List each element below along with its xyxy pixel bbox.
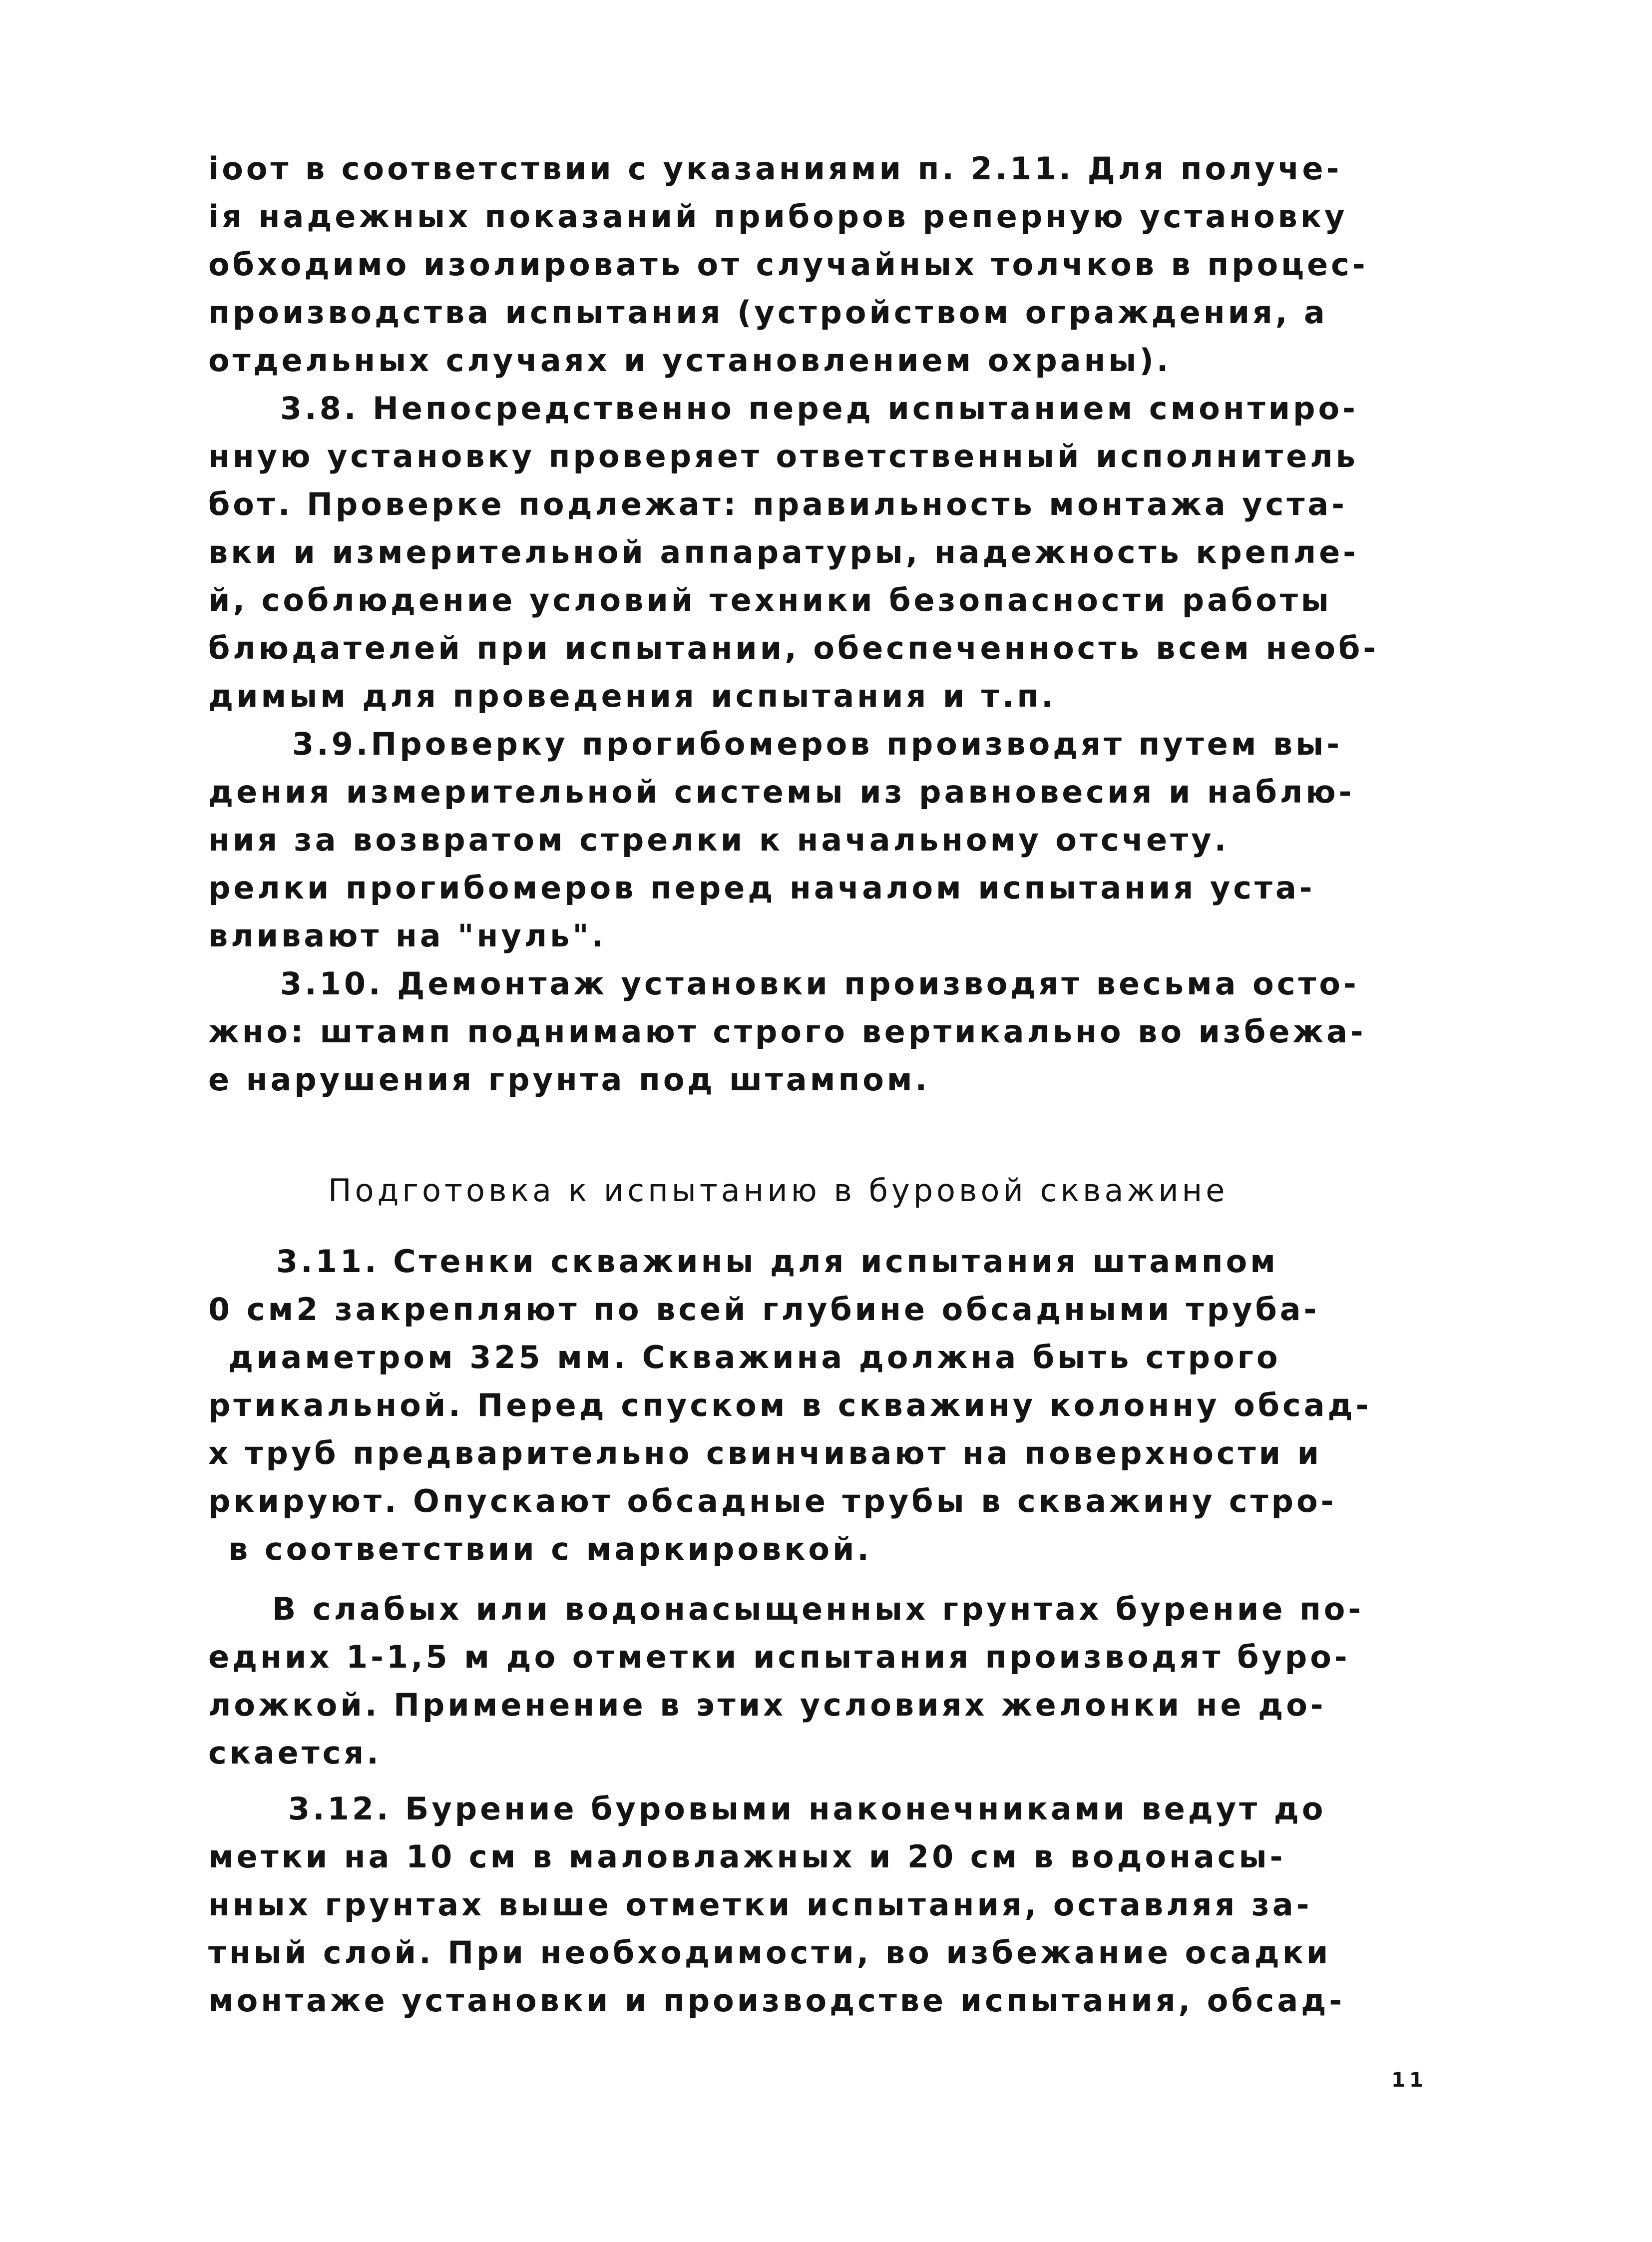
- section-heading: Подготовка к испытанию в буровой скважине: [328, 1172, 1229, 1209]
- text-line: отдельных случаях и установлением охраны).: [208, 342, 1172, 379]
- text-line: скается.: [208, 1735, 382, 1771]
- text-line: ния за возвратом стрелки к начальному отсчету.: [208, 822, 1230, 858]
- text-line: нных грунтах выше отметки испытания, оставляя за-: [208, 1886, 1312, 1923]
- text-line: іоот в соответствии с указаниями п. 2.11. Для получе-: [208, 150, 1342, 187]
- text-line: ложкой. Применение в этих условиях желонки не до-: [208, 1687, 1326, 1723]
- text-line: й, соблюдение условий техники безопасности работы: [208, 582, 1332, 618]
- text-line: тный слой. При необходимости, во избежание осадки: [208, 1934, 1331, 1971]
- text-line: димым для проведения испытания и т.п.: [208, 678, 1056, 714]
- text-line: дения измерительной системы из равновесия и наблю-: [208, 774, 1355, 810]
- text-line: ркируют. Опускают обсадные трубы в скважину стро-: [208, 1483, 1337, 1519]
- paragraph-3-12-start: 3.12. Бурение буровыми наконечниками ведут до: [288, 1791, 1326, 1827]
- text-line: ія надежных показаний приборов реперную установку: [208, 198, 1348, 235]
- text-line: вливают на "нуль".: [208, 917, 607, 954]
- text-line: едних 1-1,5 м до отметки испытания производят буро-: [208, 1639, 1350, 1675]
- text-line: вки и измерительной аппаратуры, надежность крепле-: [208, 534, 1359, 570]
- text-line: жно: штамп поднимают строго вертикально во избежа-: [208, 1013, 1366, 1050]
- paragraph-3-9-start: 3.9.Проверку прогибомеров производят путем вы-: [292, 726, 1343, 762]
- paragraph-3-11-start: 3.11. Стенки скважины для испытания штампом: [276, 1243, 1278, 1280]
- text-line: ртикальной. Перед спуском в скважину колонну обсад-: [208, 1387, 1372, 1423]
- text-line: релки прогибомеров перед началом испытания уста-: [208, 870, 1315, 906]
- text-line: блюдателей при испытании, обеспеченность всем необ-: [208, 630, 1379, 666]
- text-line: монтаже установки и производстве испытания, обсад-: [208, 1982, 1345, 2019]
- page-number: 11: [1391, 2069, 1427, 2092]
- text-line: обходимо изолировать от случайных толчков в процес-: [208, 246, 1368, 283]
- text-line: е нарушения грунта под штампом.: [208, 1061, 930, 1098]
- text-line: производства испытания (устройством ограждения, а: [208, 294, 1328, 331]
- text-line: нную установку проверяет ответственный исполнитель: [208, 438, 1358, 474]
- paragraph-3-10-start: 3.10. Демонтаж установки производят весьма осто-: [280, 965, 1359, 1002]
- text-line: диаметром 325 мм. Скважина должна быть строго: [228, 1339, 1281, 1375]
- text-line: 0 см2 закрепляют по всей глубине обсадными труба-: [208, 1291, 1320, 1328]
- text-line: в соответствии с маркировкой.: [228, 1531, 872, 1567]
- text-line: бот. Проверке подлежат: правильность монтажа уста-: [208, 486, 1347, 522]
- text-line: метки на 10 см в маловлажных и 20 см в водонасы-: [208, 1838, 1286, 1875]
- paragraph-weak-soils-start: В слабых или водонасыщенных грунтах бурение по-: [272, 1591, 1364, 1627]
- text-line: х труб предварительно свинчивают на поверхности и: [208, 1435, 1322, 1471]
- paragraph-3-8-start: 3.8. Непосредственно перед испытанием смонтиро-: [280, 390, 1358, 427]
